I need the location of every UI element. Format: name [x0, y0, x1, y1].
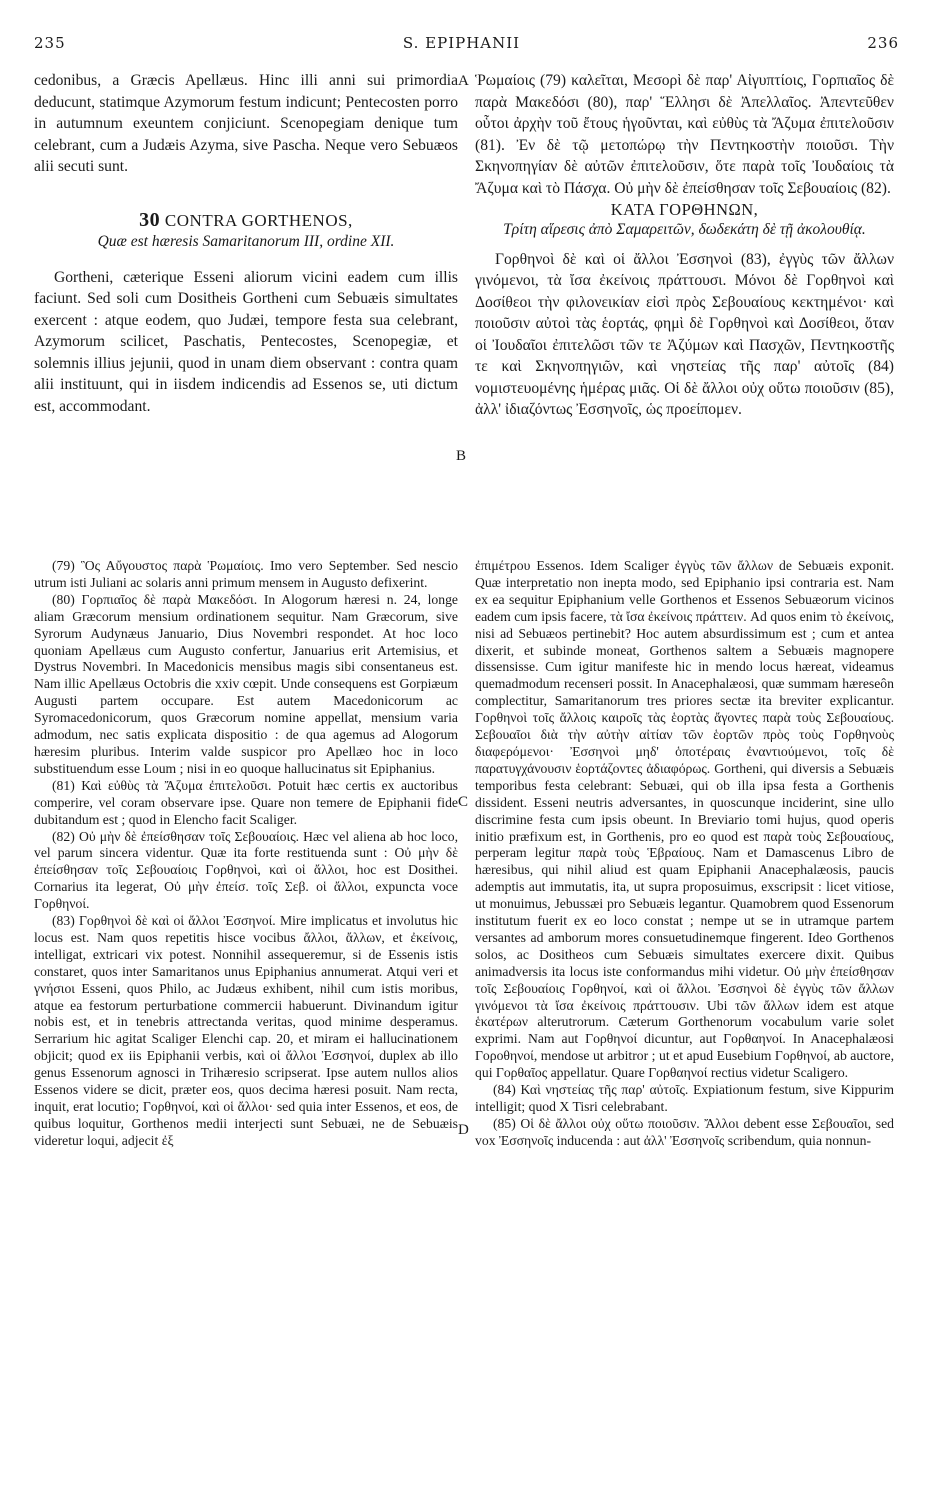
footnote: (80) Γορπιαῖος δὲ παρὰ Μακεδόσι. In Alogorum hæresi n. 24, longe aliam Græcorum mensium ordinationem sequitur. Nam Græcorum, sive Syrorum Audynæus Januario, Dius Novembri respondet. At hoc loco quoniam Apellæus cum Augusto confertur, Januarius erit Artemisius, et Dystrus Novembri. In Macedonicis mensibus magis sibi consentaneus est. Nam illic Apellæus Octobris die xxiv cœpit. Unde consequens est Gorpiæum Augusti partem occupare. Est autem Macedonicorum ac Syromacedonicorum, quos Græcorum nomine appellat, mensium varia admodum, nec satis explicata dispositio : de qua agemus ad Alogorum hæresim pluribus. Interim valde suspicor pro Apellæo hoc in loco substituendum esse Loum ; nisi in eo quoque hallucinatus sit Epiphanius.	[34, 591, 458, 776]
section-number: 30	[139, 208, 161, 231]
latin-section-heading	[34, 210, 458, 232]
notes-left-column	[34, 558, 458, 1150]
footnote: (79) Ὃς Αὔγουστος παρὰ Ῥωμαίοις. Imo vero September. Sed nescio utrum isti Juliani ac solaris anni primum mensem in Augusto defixerint.	[34, 558, 458, 590]
margin-letter-d: D	[458, 1122, 469, 1138]
footnote: (85) Οἱ δὲ ἄλλοι οὐχ οὕτω ποιοῦσιν. Ἄλλοι debent esse Σεβουαῖοι, sed vox Ἐσσηνοῖς inducenda : aut ἀλλ' Ἐσσηνοῖς scribendum, quia nonnun-	[475, 1115, 894, 1148]
running-header	[24, 34, 899, 56]
greek-intro: Ῥωμαίοις (79) καλεῖται, Μεσορὶ δὲ παρ' Αἰγυπτίοις, Γορπιαῖος δὲ παρὰ Μακεδόσι (80), παρ' Ἕλλησι δὲ Ἀπελλαῖος. Ἀπεντεῦθεν οὗτοι ἀρχὴν τοῦ ἔτους ἡγοῦνται, καὶ εὐθὺς τὰ Ἄζυμα ἐπιτελοῦσιν (81). Ἐν δὲ τῷ μετοπώρῳ τὴν Πεντηκοστὴν ποιοῦσι. Τὴν Σκηνοπηγίαν δὲ αὐτῶν ἐπιτελοῦσιν, ὅτε παρὰ τοῖς Ἰουδαίοις τὰ Ἄζυμα καὶ τὸ Πάσχα. Οὐ μὴν δὲ ἐπείσθησαν τοῖς Σεβουαίοις (82).	[475, 72, 894, 197]
page-number-left: 235	[34, 34, 66, 52]
latin-column	[34, 70, 458, 417]
latin-section-title: CONTRA GORTHENOS,	[164, 210, 353, 230]
footnote: (81) Καὶ εὐθὺς τὰ Ἄζυμα ἐπιτελοῦσι. Potuit hæc certis ex auctoribus comperire, vel coram observare ipse. Quare non temere de Epiphanii fide dubitandum est ; quod in Elencho facit Scaliger.	[34, 777, 458, 827]
latin-body: Gortheni, cæterique Esseni aliorum vicini eadem cum illis faciunt. Sed soli cum Dositheis Gortheni cum Sebuæis simultates exercent : atque eodem, quo Judæi, tempore festa sua celebrant, Azymorum scilicet, Paschatis, Pentecostes, Scenopegiæ, et solemnis illius jejunii, quod in unam diem observant : contra quam alii instituunt, qui in iisdem indicendis ad Essenos se, uti dictum est, accommodant.	[34, 268, 458, 415]
notes-right-column	[475, 558, 894, 1150]
greek-column	[475, 70, 894, 421]
latin-section-subtitle: Quæ est hæresis Samaritanorum III, ordine XII.	[97, 233, 395, 250]
running-title: S. EPIPHANII	[402, 34, 521, 52]
footnote: (84) Καὶ νηστείας τῆς παρ' αὐτοῖς. Expiationum festum, sive Kippurim intelligit; quod X Tisri celebrabant.	[475, 1082, 894, 1114]
page-number-right: 236	[867, 34, 899, 52]
footnote: (82) Οὐ μὴν δὲ ἐπείσθησαν τοῖς Σεβουαίοις. Hæc vel aliena ab hoc loco, vel parum sincera videntur. Quæ ita forte restituenda sunt : Οὐ μὴν δὲ ἐπείσθησαν τοῖς Σεβουαίοις Γορθηνοὶ, καὶ οἱ ἄλλοι, hoc est Dosithei. Cornarius ita legerat, Οὐ μὴν ἐπείσ. τοῖς Σεβ. οἱ ἄλλοι, expuncta voce Γορθηνοί.	[34, 828, 458, 912]
margin-letter-a: A	[458, 73, 469, 89]
footnote-continuation: ἐπιμέτρου Essenos. Idem Scaliger ἐγγὺς τῶν ἄλλων de Sebuæis exponit. Quæ interpretatio non inepta modo, sed Epiphanio ipsi contraria est. Nam ex ea sequitur Epiphanium velle Gorthenos et Essenos Sebuæorum vicinos eadem cum ipsis facere, τὰ ἴσα ἐκείνοις πράττειν. Ad quos enim τὸ ἐκείνοις, nisi ad Sebuæos pertinebit? Hoc autem absurdissimum est ; cum et antea dixerit, et subinde moneat, Gorthenos saltem a Sebuæis magnopere dissensisse. Cum igitur manifeste hic in mendo locus hæreat, videamus quemadmodum recenseri possit. In Anacephalæosi, quæ summam hæreseôn complectitur, Samaritanorum tres priores sectæ ita breviter explicantur. Γορθηνοὶ τοῖς ἄλλοις καιροῖς τὰς ἑορτὰς ἄγοντες παρὰ τοὺς Σεβουαίους. Σεβουαῖοι διὰ τὴν αὐτὴν αἰτίαν τῶν ἑορτῶν πρὸς τοὺς Γορθηνοὺς διαφερόμενοι· Ἐσσηνοὶ μηδ' ὁποτέραις ἐναντιούμενοι, τοῖς δὲ παρατυγχάνουσιν ἑορτάζοντες ἀδιαφόρως. Gortheni, qui diversis a Sebuæis temporibus festa celebrant: Sebuæi, qui ob illa ipsa festa a Gorthenis dissident. Esseni neutris adversantes, in quoscunque inciderint, sine ullo discrimine festa cum ipsis obeunt. In Breviario tomi hujus, quod operis initio præfixum est, in Gorthenis, pro eo quod est παρὰ τοὺς Σεβουαίους, perperam legitur παρὰ τοὺς Ἑβραίους. Nam et Damascenus Libro de hæresibus, qui nihil aliud est quam Epiphanii Anacephalæosis, paucis ademptis aut immutatis, ita, ut supra proposuimus, exscripsit : licet vitiose, ut monuimus, Jebussæi pro Sebuæis legantur. Quamobrem quod Essenorum institutum fuerit ex eo loco constat ; nempe ut se in utramque partem versantes ad amborum mores consuetudinemque fingerent. Ideo Gorthenos solos, ac Dositheos cum Sebuæis simultates exercere dixit. Quibus animadversis ita locus iste conformandus mihi videtur. Οὐ μὴν ἐπείσθησαν τοῖς Σεβουαίοις Γορθηνοί, καὶ οἱ ἄλλοι. Ἐσσηνοὶ δὲ ἐγγὺς τῶν ἄλλων γινόμενοι τὰ ἴσα ἐκείνοις πράττουσιν. Ubi τῶν ἄλλων idem est atque ἑκατέρων alterutrorum. Cæterum Gorthenorum vocabulum varie solet exprimi. Nam aut Γορθηνοί dicuntur, aut Γορθαηνοί. In Anacephalæosi Γοροθηνοί, mendose ut arbitror ; ut et apud Eusebium Γορθηνοί, ab auctore, qui Γορθαῖος appellatur. Quare Γορθαηνοί rectius videtur Scaligero.	[475, 558, 894, 1081]
margin-letter-c: C	[458, 794, 469, 810]
margin-letter-b: B	[456, 448, 467, 464]
latin-intro: cedonibus, a Græcis Apellæus. Hinc illi anni sui primordia deducunt, statimque Azymorum festum indicunt; Pentecosten porro in autumnum exeuntem conjiciunt. Scenopegiam denique tum celebrant, cum a Judæis Azyma, sive Pascha. Neque vero Sebuæos alii secuti sunt.	[34, 72, 458, 175]
footnote: (83) Γορθηνοὶ δὲ καὶ οἱ ἄλλοι Ἐσσηνοί. Mire implicatus et involutus hic locus est. Nam quos repetitis hisce vocibus ἄλλοι, ἄλλων, et ἐκείνοις, intelligat, extricari vix potest. Nonnihil assequeremur, si de Essenis istis constaret, quos inter Samaritanos unus Epiphanius annumerat. Atqui veri et γνήσιοι Esseni, quos Philo, ac Judæus exhibent, nihil cum istis moribus, atque ea festorum perturbatione commercii habuerunt. Divinandum igitur nobis est, et in tenebris attrectanda veritas, quod minime desperamus. Serrarium hic agitat Scaliger Elenchi cap. 20, et miram ei hallucinationem objicit; quod ex iis Epiphanii verbis, καὶ οἱ ἄλλοι Ἐσσηνοί, duplex ab illo genus Essenorum agnosci in Trihæresio scripserat. Ipse autem nullos alios Essenos videre se dicit, præter eos, quos decima hæresi posuit. Nam recta, inquit, erat locutio; Γορθηνοί, καὶ οἱ ἄλλοι· sed quia inter Essenos, et eos, de quibus loquitur, Gorthenos medii interjecti sunt Sebuæi, ne de Sebuæis videretur loqui, adjecit ἐξ	[34, 913, 458, 1148]
greek-body: Γορθηνοὶ δὲ καὶ οἱ ἄλλοι Ἐσσηνοὶ (83), ἐγγὺς τῶν ἄλλων γινόμενοι, τὰ ἴσα ἐκείνοις πράττουσι. Μόνοι δὲ Γορθηνοὶ καὶ Δοσίθεοι τὴν φιλονεικίαν εἰσὶ πρὸς Σεβουαίους κεκτημένοι· καὶ ποιοῦσιν αὐτοὶ τὰς ἑορτάς, φημὶ δὲ Γορθηνοὶ καὶ Δοσίθεοι, ὅταν οἱ Ἰουδαῖοι ἐπιτελῶσι τῶν τε Ἀζύμων καὶ Πασχῶν, Πεντηκοστῆς τε καὶ Σκηνοπηγιῶν, καὶ νηστείας τῆς παρ' αὐτοῖς (84) νομιστευομένης ἡμέρας μιᾶς. Οἱ δὲ ἄλλοι οὐχ οὕτω ποιοῦσιν (85), ἀλλ' ἰδιαζόντως Ἐσσηνοῖς, ὡς προείπομεν.	[475, 250, 894, 418]
greek-section-subtitle: Τρίτη αἵρεσις ἀπὸ Σαμαρειτῶν, δωδεκάτη δὲ τῇ ἀκολουθίᾳ.	[503, 220, 866, 238]
greek-section-title: ΚΑΤΑ ΓΟΡΘΗΝΩΝ,	[610, 200, 759, 219]
